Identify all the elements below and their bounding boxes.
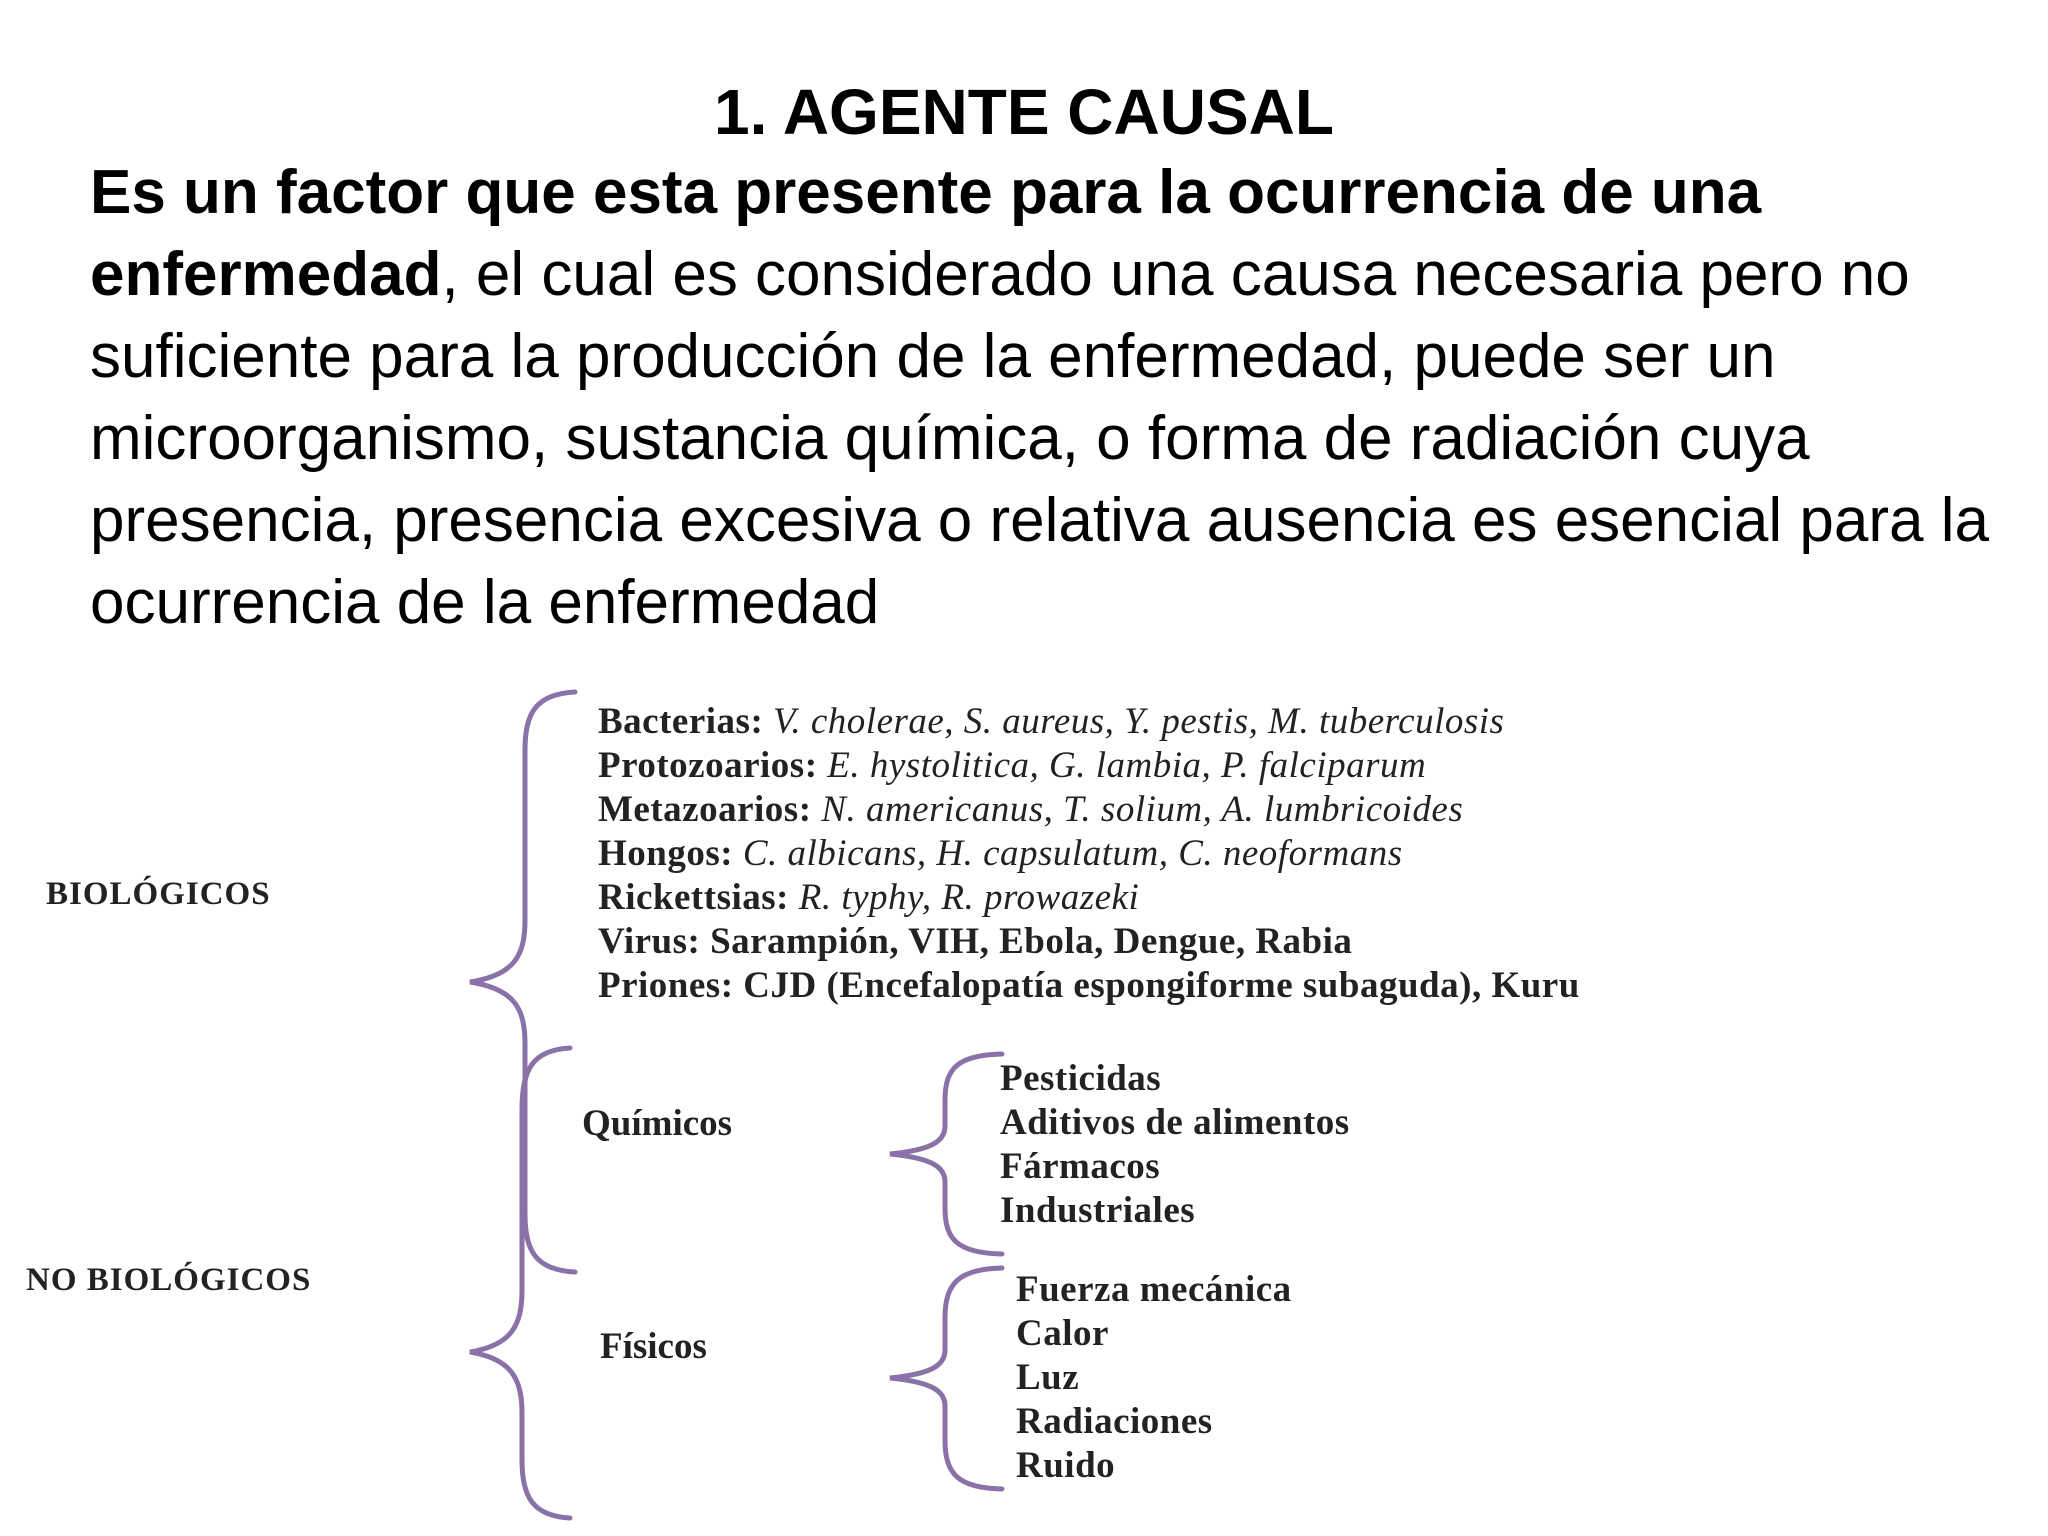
list-item: Ruido	[1016, 1445, 1116, 1486]
agent-classification-diagram	[0, 670, 2048, 1536]
bracket-no-biologicos	[470, 1048, 570, 1518]
bracket-quimicos	[890, 1054, 1002, 1254]
list-item: Rickettsias: R. typhy, R. prowazeki	[598, 877, 1140, 918]
list-item: Bacterias: V. cholerae, S. aureus, Y. pestis, M. tuberculosis	[598, 701, 1505, 742]
list-item: Pesticidas	[1000, 1058, 1162, 1099]
list-item: Protozoarios: E. hystolitica, G. lambia, P. falciparum	[598, 745, 1427, 786]
list-item: Calor	[1016, 1313, 1109, 1354]
list-item: Luz	[1016, 1357, 1080, 1398]
list-item: Fármacos	[1000, 1146, 1161, 1187]
list-item: Metazoarios: N. americanus, T. solium, A. lumbricoides	[598, 789, 1464, 830]
definition-normal: , el cual es considerado una causa necesaria pero no suficiente para la producción de la enfermedad, puede ser un microorganismo, sustancia química, o forma de radiación cuya presencia, presencia excesiva o relativa ausencia es esencial para la ocurrencia de la enfermedad	[90, 240, 1989, 637]
label-biologicos: BIOLÓGICOS	[46, 876, 271, 912]
list-item: Industriales	[1000, 1190, 1196, 1231]
list-item: Priones: CJD (Encefalopatía espongiforme subaguda), Kuru	[598, 965, 1580, 1006]
list-item: Fuerza mecánica	[1016, 1269, 1292, 1310]
list-item: Radiaciones	[1016, 1401, 1213, 1442]
list-item: Hongos: C. albicans, H. capsulatum, C. neoformans	[598, 833, 1403, 874]
bracket-fisicos	[890, 1268, 1002, 1489]
list-item: Aditivos de alimentos	[1000, 1102, 1350, 1143]
definition-bold: Es un factor que esta presente para la ocurrencia de una enfermedad	[90, 158, 1762, 309]
slide-title: 1. AGENTE CAUSAL	[714, 76, 1334, 148]
label-no-biologicos: NO BIOLÓGICOS	[26, 1262, 312, 1298]
definition-paragraph	[90, 152, 2020, 644]
label-quimicos: Químicos	[582, 1103, 733, 1144]
list-item: Virus: Sarampión, VIH, Ebola, Dengue, Rabia	[598, 921, 1353, 962]
label-fisicos: Físicos	[600, 1326, 707, 1367]
